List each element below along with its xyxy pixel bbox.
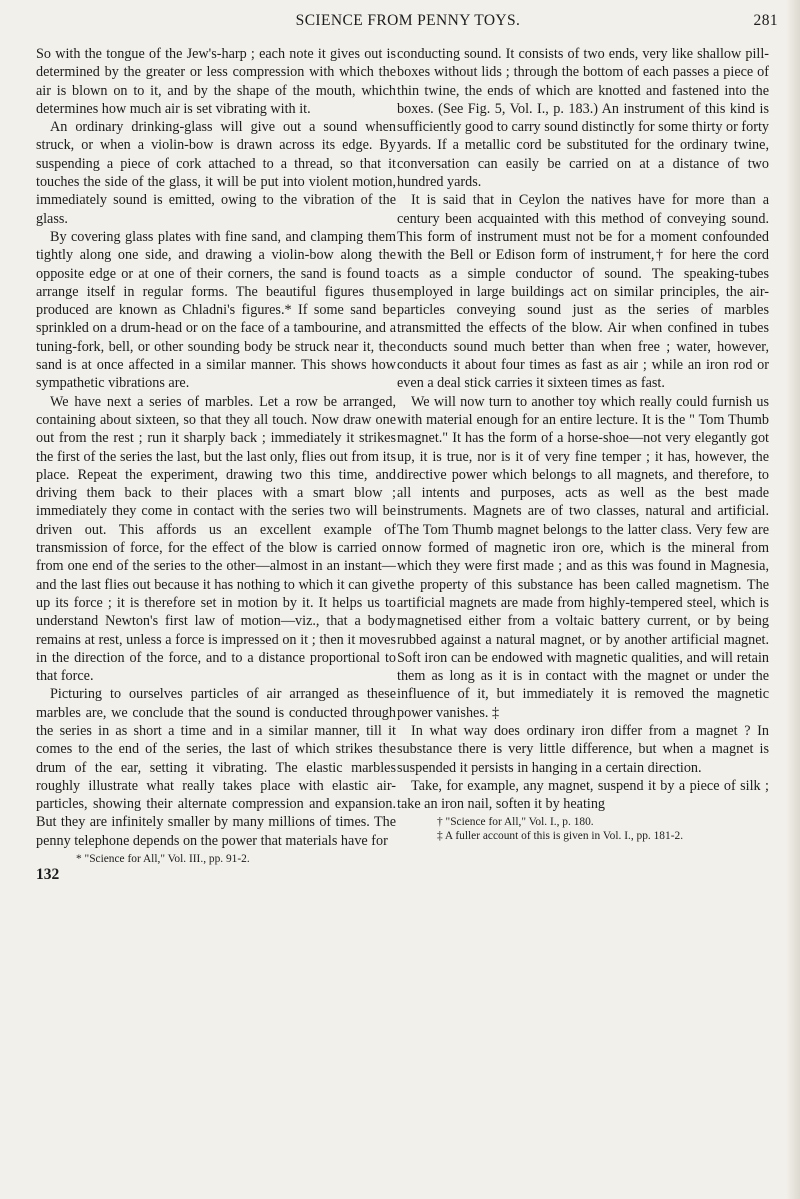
footnotes <box>36 852 396 866</box>
paragraph: It is said that in Ceylon the natives have for more than a century been acquainted with this method of conveying sound. This form of instrument must not be for a moment confounded with the Bell or Edison form of instrument,† for here the cord acts as a simple conductor of sound. The speaking-tubes employed in large buildings act on similar principles, the air-particles conveying sound just as the series of marbles transmitted the effects of the blow. Air when confined in tubes conducts sound much better than when free ; water, however, conducts it about four times as fast as air ; while an iron rod or even a deal stick carries it sixteen times as fast. <box>397 192 769 392</box>
footnote: * "Science for All," Vol. III., pp. 91-2. <box>76 853 250 866</box>
signature-mark: 132 <box>36 866 60 884</box>
footnotes <box>397 815 769 843</box>
paragraph: By covering glass plates with fine sand, and clamping them tightly along one side, and drawing a violin-bow along the opposite edge or at one of their corners, the sand is found to arrange itself in regular forms. The beautiful figures thus produced are known as Chladni's figures.* If some sand be sprinkled on a drum-head or on the face of a tambourine, and a tuning-fork, bell, or other sounding body be struck near it, the sand is at once affected in a similar manner. This shows how sympathetic vibrations are. <box>36 228 396 392</box>
paragraph: So with the tongue of the Jew's-harp ; each note it gives out is determined by the greater or less compression with which the air is blown on to it, and by the shape of the mouth, which determines how much air is set vibrating with it. <box>36 46 396 117</box>
running-title: SCIENCE FROM PENNY TOYS. <box>295 12 521 29</box>
footnote: ‡ A fuller account of this is given in Vol. I., pp. 181-2. <box>437 830 684 843</box>
left-column <box>36 45 396 884</box>
paragraph: We will now turn to another toy which really could furnish us with material enough for an entire lecture. It is the " Tom Thumb magnet." It has the form of a horse-shoe—not very elegantly got up, it is true, nor is it of very fine temper ; it has, however, the directive power which belongs to all magnets, and therefore, to all intents and purposes, acts as well as the best made instruments. Magnets are of two classes, natural and artificial. The Tom Thumb magnet belongs to the latter class. Very few are now formed of magnetic iron ore, which is the mineral from which they were first made ; and as this was found in Magnesia, the property of this substance has been called magnetism. The artificial magnets are made from highly-tempered steel, which is magnetised either from a voltaic battery current, or by being rubbed against a natural magnet, or by another artificial magnet. Soft iron can be endowed with magnetic qualities, and will retain them as long as it is in contact with the magnet or under the influence of it, but immediately it is removed the magnetic power vanishes. ‡ <box>397 393 769 721</box>
page-number: 281 <box>753 12 778 29</box>
running-header <box>38 10 778 34</box>
right-column <box>397 45 769 843</box>
paragraph: An ordinary drinking-glass will give out a sound when struck, or when a violin-bow is drawn across its edge. By suspending a piece of cork attached to a thread, so that it touches the side of the glass, it will be put into violent motion, immediately sound is emitted, owing to the vibration of the glass. <box>36 119 396 227</box>
paragraph: Take, for example, any magnet, suspend it by a piece of silk ; take an iron nail, soften it by heating <box>397 777 769 813</box>
footnote: † "Science for All," Vol. I., p. 180. <box>437 816 594 829</box>
paragraph: Picturing to ourselves particles of air arranged as these marbles are, we conclude that the sound is conducted through the series in as short a time and in a similar manner, till it comes to the end of the series, the last of which strikes the drum of the ear, setting it vibrating. The elastic marbles roughly illustrate what really takes place with elastic air-particles, showing their alternate compression and expansion. But they are infinitely smaller by many millions of times. The penny telephone depends on the power that materials have for <box>36 686 396 849</box>
paragraph: We have next a series of marbles. Let a row be arranged, containing about sixteen, so that they all touch. Now draw one out from the rest ; run it sharply back ; immediately it strikes the first of the series the last, but the last only, flies out from its place. Repeat the experiment, drawing two this time, and driving them back to their places with a smart blow ; immediately they come in contact with the series two will be driven out. This affords us an excellent example of transmission of force, for the effect of the blow is carried on from one end of the series to the other—almost in an instant—and the last flies out because it has nothing to which it can give up its force ; it is therefore set in motion by it. It helps us to understand Newton's first law of motion—viz., that a body remains at rest, unless a force is impressed on it ; then it moves in the direction of the force, and to a distance proportional to that force. <box>36 393 396 685</box>
paragraph: conducting sound. It consists of two ends, very like shallow pill-boxes without lids ; through the bottom of each passes a piece of thin twine, the ends of which are knotted and fastened into the boxes. (See Fig. 5, Vol. I., p. 183.) An instrument of this kind is sufficiently good to carry sound distinctly for some thirty or forty yards. If a metallic cord be substituted for the ordinary twine, conversation can easily be carried on at a distance of two hundred yards. <box>397 46 769 191</box>
page-edge-shadow <box>786 0 800 1199</box>
paragraph: In what way does ordinary iron differ from a magnet ? In substance there is very little difference, but when a magnet is suspended it persists in hanging in a certain direction. <box>397 722 769 776</box>
